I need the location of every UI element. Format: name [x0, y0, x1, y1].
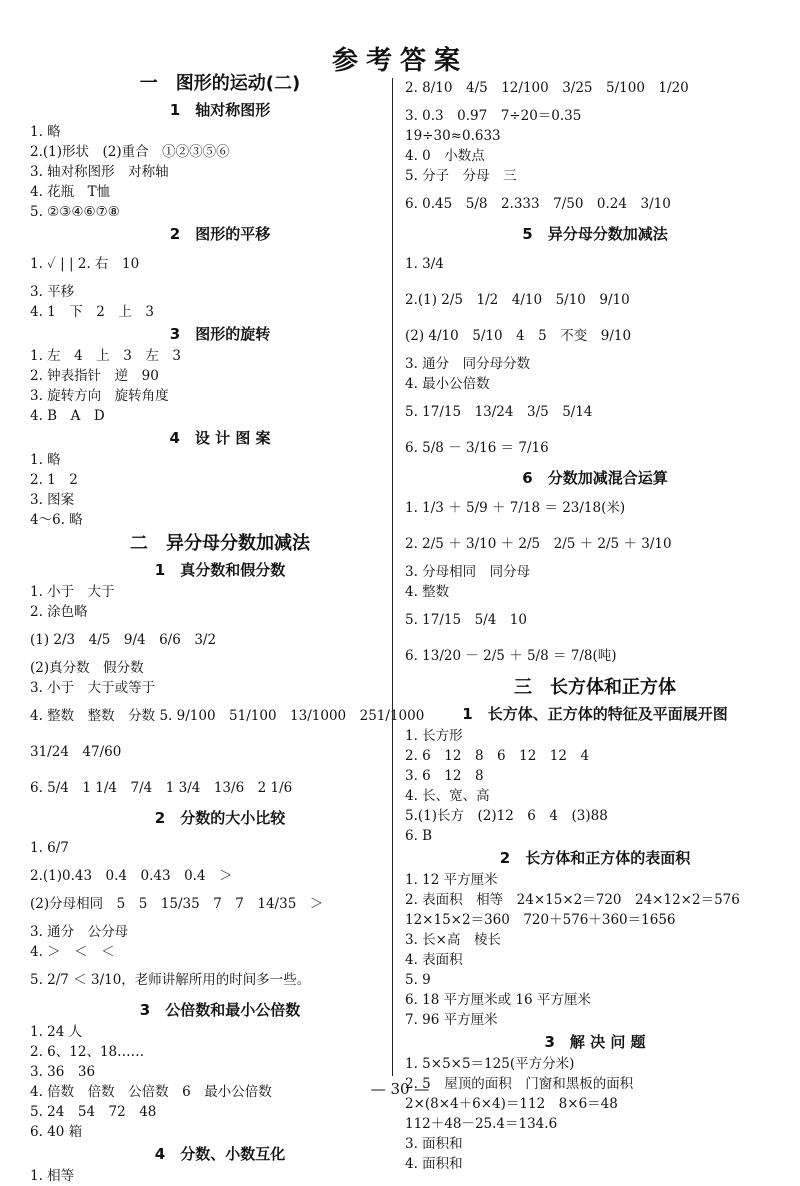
- answer-line: 2.(1) 2/5 1/2 4/10 5/10 9/10: [405, 292, 630, 308]
- answer-line: 1. 1/3 ＋ 5/9 ＋ 7/18 ＝ 23/18(米): [405, 500, 626, 516]
- answer-line: 2. 5 屋顶的面积 门窗和黑板的面积: [405, 1076, 634, 1092]
- answer-line: 2.(1)形状 (2)重合 ①②③⑤⑥: [30, 144, 230, 160]
- answer-line: 2.(1)0.43 0.4 0.43 0.4 ＞: [30, 868, 233, 884]
- answer-line: 1. 略: [30, 452, 61, 468]
- answer-line: 7. 96 平方厘米: [405, 1012, 498, 1028]
- answer-line: 112＋48－25.4＝134.6: [405, 1116, 558, 1132]
- answer-line: 1. 小于 大于: [30, 584, 115, 600]
- answer-line: 4. B A D: [30, 408, 105, 424]
- answer-line: 4. 长、宽、高: [405, 788, 490, 804]
- section-heading: 3 公倍数和最小公倍数: [139, 1001, 301, 1019]
- answer-line: 1. 12 平方厘米: [405, 872, 498, 888]
- right-column: [405, 70, 785, 1172]
- answer-line: 3. 长×高 棱长: [405, 932, 501, 948]
- answer-line: 4. 整数 整数 分数 5. 9/100 51/100 13/1000 251/1000: [30, 708, 425, 724]
- answer-line: 31/24 47/60: [30, 744, 122, 760]
- answer-line: 4. ＞ ＜ ＜: [30, 944, 115, 960]
- answer-line: 1. 24 人: [30, 1024, 83, 1040]
- answer-line: 1. 5×5×5＝125(平方分米): [405, 1056, 575, 1072]
- answer-line: (2)分母相同 5 5 15/35 7 7 14/35 ＞: [30, 896, 324, 912]
- answer-line: 2. 2/5 ＋ 3/10 ＋ 2/5 2/5 ＋ 2/5 ＋ 3/10: [405, 536, 672, 552]
- answer-line: 3. 小于 大于或等于: [30, 680, 156, 696]
- answer-line: 4. 花瓶 T恤: [30, 184, 111, 200]
- answer-line: 4. 面积和: [405, 1156, 463, 1172]
- section-heading: 4 设 计 图 案: [169, 429, 271, 447]
- answer-line: 2. 8/10 4/5 12/100 3/25 5/100 1/20: [405, 80, 689, 96]
- section-heading: 1 真分数和假分数: [154, 561, 286, 579]
- answer-line: 3. 0.3 0.97 7÷20＝0.35: [405, 108, 582, 124]
- answer-line: 3. 图案: [30, 492, 75, 508]
- answer-line: (1) 2/3 4/5 9/4 6/6 3/2: [30, 632, 217, 648]
- page-title: 参考答案: [331, 46, 468, 76]
- answer-line: 2. 涂色略: [30, 604, 88, 620]
- answer-line: 4. 表面积: [405, 952, 463, 968]
- column-divider: [392, 78, 393, 1076]
- answer-line: 3. 旋转方向 旋转角度: [30, 388, 169, 404]
- answer-line: 5.(1)长方 (2)12 6 4 (3)88: [405, 808, 608, 824]
- answer-line: 1. ✓ | | 2. 右 10: [30, 256, 140, 272]
- chapter-heading: 三 长方体和正方体: [514, 677, 676, 698]
- answer-line: 1. 左 4 上 3 左 3: [30, 348, 181, 364]
- answer-line: 2. 6 12 8 6 12 12 4: [405, 748, 590, 764]
- answer-line: 4. 1 下 2 上 3: [30, 304, 154, 320]
- answer-line: 2. 钟表指针 逆 90: [30, 368, 159, 384]
- answer-line: 19÷30≈0.633: [405, 128, 501, 144]
- answer-line: (2)真分数 假分数: [30, 660, 144, 676]
- section-heading: 3 解 决 问 题: [544, 1033, 646, 1051]
- page-number: — 30 —: [370, 1080, 430, 1098]
- answer-line: 3. 轴对称图形 对称轴: [30, 164, 169, 180]
- answer-line: 1. 相等: [30, 1168, 75, 1184]
- section-heading: 2 分数的大小比较: [154, 809, 286, 827]
- answer-line: 5. 分子 分母 三: [405, 168, 517, 184]
- answer-line: 5. 2/7 ＜ 3/10，老师讲解所用的时间多一些。: [30, 972, 311, 988]
- answer-line: 1. 6/7: [30, 840, 69, 856]
- answer-line: 12×15×2＝360 720＋576＋360＝1656: [405, 912, 676, 928]
- section-heading: 1 长方体、正方体的特征及平面展开图: [462, 705, 728, 723]
- answer-line: 3. 平移: [30, 284, 75, 300]
- answer-line: 6. 0.45 5/8 2.333 7/50 0.24 3/10: [405, 196, 671, 212]
- answer-line: 2. 6、12、18……: [30, 1044, 145, 1060]
- answer-line: 1. 长方形: [405, 728, 463, 744]
- answer-line: 4. 0 小数点: [405, 148, 485, 164]
- section-heading: 3 图形的旋转: [169, 325, 271, 343]
- answer-line: 3. 36 36: [30, 1064, 96, 1080]
- answer-line: 4. 倍数 倍数 公倍数 6 最小公倍数: [30, 1084, 272, 1100]
- section-heading: 6 分数加减混合运算: [522, 469, 668, 487]
- answer-line: 2×(8×4＋6×4)＝112 8×6＝48: [405, 1096, 618, 1112]
- answer-line: 5. ②③④⑥⑦⑧: [30, 204, 120, 220]
- answer-line: 1. 略: [30, 124, 61, 140]
- answer-line: 5. 17/15 13/24 3/5 5/14: [405, 404, 593, 420]
- chapter-heading: 二 异分母分数加减法: [130, 533, 310, 554]
- answer-line: 4. 最小公倍数: [405, 376, 490, 392]
- answer-line: 3. 6 12 8: [405, 768, 484, 784]
- answer-line: 6. 18 平方厘米或 16 平方厘米: [405, 992, 591, 1008]
- section-heading: 4 分数、小数互化: [154, 1145, 286, 1163]
- chapter-heading: 一 图形的运动(二): [139, 73, 301, 94]
- answer-line: 5. 9: [405, 972, 431, 988]
- answer-line: 6. 5/4 1 1/4 7/4 1 3/4 13/6 2 1/6: [30, 780, 293, 796]
- answer-line: 6. B: [405, 828, 433, 844]
- section-heading: 1 轴对称图形: [169, 101, 271, 119]
- answer-line: 6. 5/8 － 3/16 ＝ 7/16: [405, 440, 549, 456]
- answer-line: 4～6. 略: [30, 512, 83, 528]
- answer-line: 5. 24 54 72 48: [30, 1104, 157, 1120]
- answer-line: 3. 通分 同分母分数: [405, 356, 531, 372]
- answer-line: (2) 4/10 5/10 4 5 不变 9/10: [405, 328, 632, 344]
- answer-line: 2. 1 2: [30, 472, 78, 488]
- section-heading: 5 异分母分数加减法: [522, 225, 668, 243]
- answer-line: 3. 分母相同 同分母: [405, 564, 531, 580]
- answer-line: 6. 13/20 － 2/5 ＋ 5/8 ＝ 7/8(吨): [405, 648, 617, 664]
- answer-line: 2. 表面积 相等 24×15×2＝720 24×12×2＝576: [405, 892, 740, 908]
- answer-line: 5. 17/15 5/4 10: [405, 612, 527, 628]
- answer-line: 3. 通分 公分母: [30, 924, 129, 940]
- section-heading: 2 图形的平移: [169, 225, 271, 243]
- answer-line: 6. 40 箱: [30, 1124, 83, 1140]
- answer-line: 1. 3/4: [405, 256, 444, 272]
- section-heading: 2 长方体和正方体的表面积: [499, 849, 691, 867]
- answer-line: 3. 面积和: [405, 1136, 463, 1152]
- answer-line: 4. 整数: [405, 584, 450, 600]
